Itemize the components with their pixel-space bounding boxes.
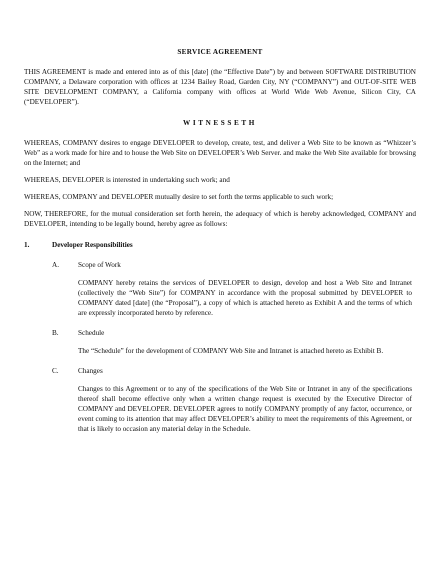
intro-paragraph: THIS AGREEMENT is made and entered into as of this [date] (the “Effective Date”) by and between SOFTWARE DISTRIBUTION COMPANY, a Delaware corporation with offices at 1234 Bailey Road, Garden City, NY (“COMPANY”) and OUT-OF-SITE WEB SITE DEVELOPMENT COMPANY, a California company with offices at World Wide Web Avenue, Silicon City, CA (“DEVELOPER”). [24, 68, 416, 106]
subsection-title: Schedule [78, 329, 105, 337]
witnesseth-heading: WITNESSETH [183, 119, 257, 127]
subsection-letter: A. [52, 261, 59, 269]
recital-paragraph: WHEREAS, COMPANY and DEVELOPER mutually desire to set forth the terms applicable to such work; [24, 193, 334, 201]
subsection-letter: B. [52, 329, 59, 337]
subsection-heading [52, 366, 416, 376]
document-title: SERVICE AGREEMENT [177, 48, 263, 56]
subsection-title: Scope of Work [78, 261, 121, 269]
subsection-letter: C. [52, 367, 59, 375]
subsection-text: The “Schedule” for the development of COMPANY Web Site and Intranet is attached hereto as Exhibit B. [78, 347, 384, 355]
section-title: Developer Responsibilities [52, 241, 133, 249]
section-heading [24, 240, 416, 250]
recital-paragraph: WHEREAS, DEVELOPER is interested in undertaking such work; and [24, 176, 230, 184]
subsection-text: Changes to this Agreement or to any of the specifications of the Web Site or Intranet in any of the specifications thereof shall become effective only when a written change request is executed by the Executive Director of COMPANY and DEVELOPER. DEVELOPER agrees to notify COMPANY promptly of any factor, occurrence, or event coming to its attention that may affect DEVELOPER’s ability to meet the requirements of this Agreement, or that is likely to occasion any material delay in the Schedule. [78, 385, 412, 433]
subsection-heading [52, 260, 416, 270]
subsection-text: COMPANY hereby retains the services of DEVELOPER to design, develop and host a Web Site and Intranet (collectively the “Web Site”) for COMPANY in accordance with the proposal submitted by DEVELOPER to COMPANY dated [date] (the “Proposal”), a copy of which is attached hereto as Exhibit A and the terms of which are expressly incorporated hereto by reference. [78, 279, 412, 317]
section-number: 1. [24, 241, 30, 249]
recital-paragraph: WHEREAS, COMPANY desires to engage DEVELOPER to develop, create, test, and deliver a Web Site to be known as “Whizzer’s Web” as a work made for hire and to house the Web Site on DEVELOPER’s Web Server. and make the Web Site available for browsing on the Internet; and [24, 139, 416, 167]
subsection-heading [52, 328, 416, 338]
subsection-title: Changes [78, 367, 103, 375]
now-therefore-paragraph: NOW, THEREFORE, for the mutual consideration set forth herein, the adequacy of which is hereby acknowledged, COMPANY and DEVELOPER, intending to be legally bound, hereby agree as follows: [24, 210, 416, 228]
